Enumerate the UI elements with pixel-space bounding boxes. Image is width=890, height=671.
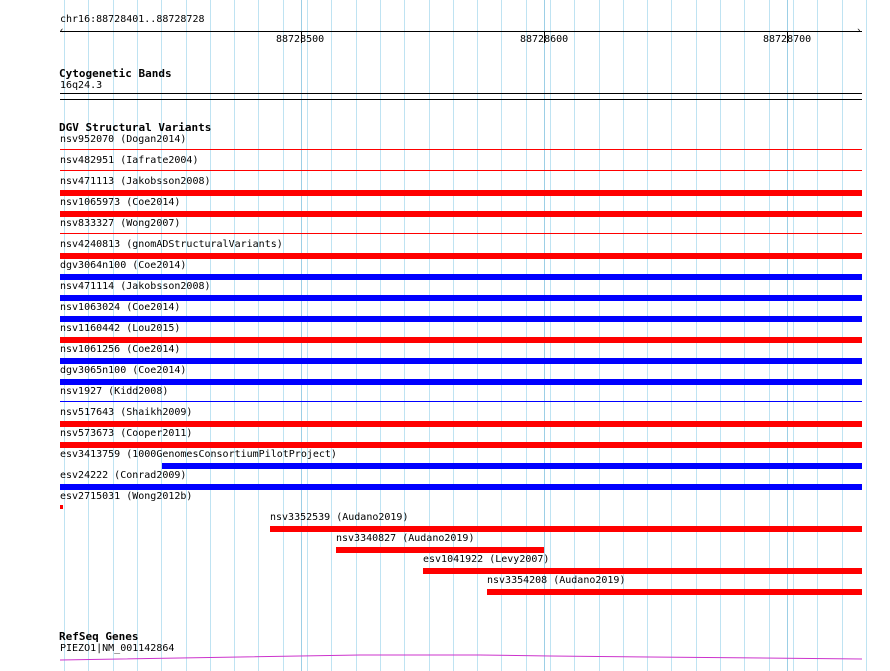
ruler-left-arrow: ‹ bbox=[59, 26, 65, 36]
dgv-feature-bar[interactable] bbox=[60, 379, 862, 385]
dgv-feature-label[interactable]: nsv1063024 (Coe2014) bbox=[60, 302, 181, 313]
cyto-band-bottom bbox=[60, 99, 862, 100]
dgv-feature-label[interactable]: nsv3354208 (Audano2019) bbox=[487, 575, 626, 586]
grid-line bbox=[161, 0, 162, 671]
grid-line bbox=[307, 0, 308, 671]
grid-line bbox=[356, 0, 357, 671]
grid-line bbox=[258, 0, 259, 671]
dgv-feature-bar[interactable] bbox=[60, 421, 862, 427]
refseq-gene-label[interactable]: PIEZO1|NM_001142864 bbox=[60, 643, 175, 654]
dgv-feature-label[interactable]: nsv1927 (Kidd2008) bbox=[60, 386, 169, 397]
dgv-feature-bar[interactable] bbox=[60, 337, 862, 343]
dgv-feature-label[interactable]: esv2715031 (Wong2012b) bbox=[60, 491, 193, 502]
dgv-feature-bar[interactable] bbox=[60, 211, 862, 217]
ruler-tick-label: 88728700 bbox=[763, 34, 812, 45]
dgv-feature-label[interactable]: nsv471113 (Jakobsson2008) bbox=[60, 176, 211, 187]
dgv-feature-label[interactable]: dgv3064n100 (Coe2014) bbox=[60, 260, 187, 271]
grid-line bbox=[210, 0, 211, 671]
dgv-track-title[interactable]: DGV Structural Variants bbox=[59, 121, 212, 134]
dgv-feature-label[interactable]: nsv833327 (Wong2007) bbox=[60, 218, 181, 229]
dgv-feature-bar[interactable] bbox=[60, 316, 862, 322]
grid-line bbox=[186, 0, 187, 671]
grid-line bbox=[380, 0, 381, 671]
dgv-feature-label[interactable]: nsv482951 (Iafrate2004) bbox=[60, 155, 199, 166]
dgv-feature-bar[interactable] bbox=[60, 484, 862, 490]
dgv-feature-label[interactable]: nsv1065973 (Coe2014) bbox=[60, 197, 181, 208]
cyto-band-top bbox=[60, 93, 862, 94]
refseq-track-title[interactable]: RefSeq Genes bbox=[59, 630, 139, 643]
dgv-feature-label[interactable]: nsv3352539 (Audano2019) bbox=[270, 512, 409, 523]
dgv-feature-label[interactable]: esv1041922 (Levy2007) bbox=[423, 554, 550, 565]
ruler-tick-label: 88728600 bbox=[520, 34, 569, 45]
dgv-feature-label[interactable]: nsv1160442 (Lou2015) bbox=[60, 323, 181, 334]
dgv-feature-line[interactable] bbox=[60, 233, 862, 234]
dgv-feature-bar[interactable] bbox=[270, 526, 862, 532]
dgv-feature-label[interactable]: esv24222 (Conrad2009) bbox=[60, 470, 187, 481]
dgv-feature-bar[interactable] bbox=[60, 442, 862, 448]
dgv-feature-line[interactable] bbox=[60, 149, 862, 150]
dgv-feature-bar[interactable] bbox=[487, 589, 862, 595]
ruler-right-arrow: › bbox=[856, 26, 862, 36]
dgv-feature-bar[interactable] bbox=[162, 463, 862, 469]
grid-line bbox=[331, 0, 332, 671]
dgv-feature-label[interactable]: nsv573673 (Cooper2011) bbox=[60, 428, 193, 439]
grid-line-major bbox=[301, 0, 302, 671]
ruler-axis bbox=[60, 31, 862, 32]
dgv-feature-bar[interactable] bbox=[60, 190, 862, 196]
dgv-feature-bar[interactable] bbox=[423, 568, 862, 574]
grid-line bbox=[283, 0, 284, 671]
ruler-tick-label: 88728500 bbox=[276, 34, 325, 45]
dgv-feature-bar[interactable] bbox=[60, 358, 862, 364]
dgv-feature-label[interactable]: nsv1061256 (Coe2014) bbox=[60, 344, 181, 355]
grid-line bbox=[234, 0, 235, 671]
region-label: chr16:88728401..88728728 bbox=[60, 14, 205, 25]
cyto-band-label: 16q24.3 bbox=[60, 80, 103, 91]
dgv-feature-bar[interactable] bbox=[336, 547, 544, 553]
dgv-feature-bar[interactable] bbox=[60, 295, 862, 301]
cyto-track-title[interactable]: Cytogenetic Bands bbox=[59, 67, 172, 80]
dgv-feature-bar[interactable] bbox=[60, 274, 862, 280]
dgv-feature-label[interactable]: nsv471114 (Jakobsson2008) bbox=[60, 281, 211, 292]
dgv-feature-line[interactable] bbox=[60, 170, 862, 171]
dgv-feature-line[interactable] bbox=[60, 505, 63, 509]
grid-line bbox=[404, 0, 405, 671]
dgv-feature-label[interactable]: nsv3340827 (Audano2019) bbox=[336, 533, 475, 544]
grid-line bbox=[64, 0, 65, 671]
grid-line bbox=[866, 0, 867, 671]
grid-line bbox=[88, 0, 89, 671]
dgv-feature-label[interactable]: nsv517643 (Shaikh2009) bbox=[60, 407, 193, 418]
grid-line bbox=[113, 0, 114, 671]
dgv-feature-label[interactable]: esv3413759 (1000GenomesConsortiumPilotProject) bbox=[60, 449, 337, 460]
dgv-feature-label[interactable]: nsv4240813 (gnomADStructuralVariants) bbox=[60, 239, 283, 250]
refseq-gene-model[interactable] bbox=[60, 650, 862, 662]
dgv-feature-line[interactable] bbox=[60, 401, 862, 402]
grid-line bbox=[137, 0, 138, 671]
dgv-feature-bar[interactable] bbox=[60, 253, 862, 259]
dgv-feature-label[interactable]: dgv3065n100 (Coe2014) bbox=[60, 365, 187, 376]
dgv-feature-label[interactable]: nsv952070 (Dogan2014) bbox=[60, 134, 187, 145]
